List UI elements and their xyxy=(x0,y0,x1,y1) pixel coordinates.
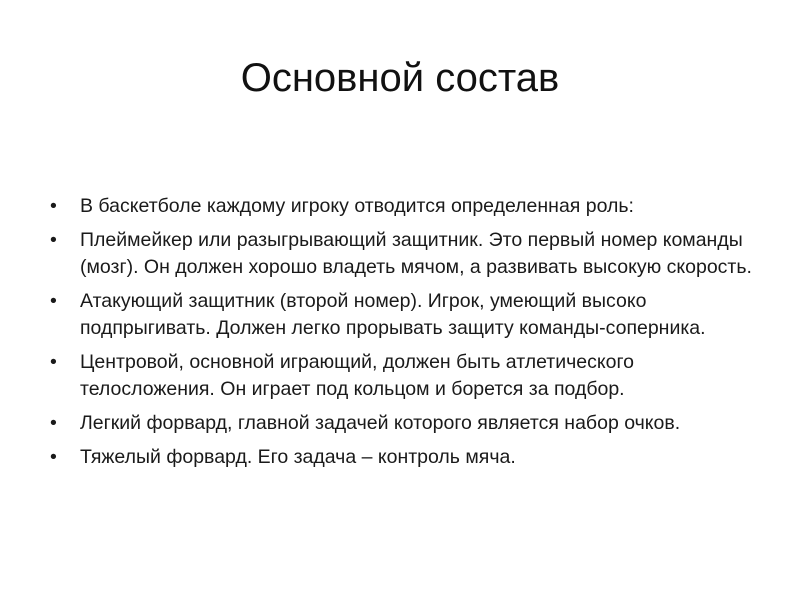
bullet-text: Атакующий защитник (второй номер). Игрок, умеющий высоко подпрыгивать. Должен легко прорывать защиту команды-соперника. xyxy=(80,290,706,339)
bullet-icon: • xyxy=(50,351,57,373)
bullet-icon: • xyxy=(50,412,57,434)
bullet-icon: • xyxy=(50,195,57,217)
bullet-item xyxy=(50,227,770,281)
bullet-icon: • xyxy=(50,446,57,468)
bullet-item xyxy=(50,288,770,342)
slide-title: Основной состав xyxy=(240,56,560,100)
bullet-item xyxy=(50,193,770,220)
bullet-text: В баскетболе каждому игроку отводится определенная роль: xyxy=(80,195,634,217)
bullet-text: Плеймейкер или разыгрывающий защитник. Это первый номер команды (мозг). Он должен хорошо владеть мячом, а развивать высокую скорость. xyxy=(80,229,752,278)
bullet-text: Тяжелый форвард. Его задача – контроль мяча. xyxy=(80,446,516,468)
bullet-list xyxy=(50,193,770,478)
bullet-icon: • xyxy=(50,229,57,251)
bullet-icon: • xyxy=(50,290,57,312)
bullet-item xyxy=(50,349,770,403)
bullet-item xyxy=(50,444,770,471)
bullet-item xyxy=(50,410,770,437)
bullet-text: Легкий форвард, главной задачей которого является набор очков. xyxy=(80,412,681,434)
bullet-text: Центровой, основной играющий, должен быть атлетического телосложения. Он играет под кольцом и борется за подбор. xyxy=(80,351,634,400)
